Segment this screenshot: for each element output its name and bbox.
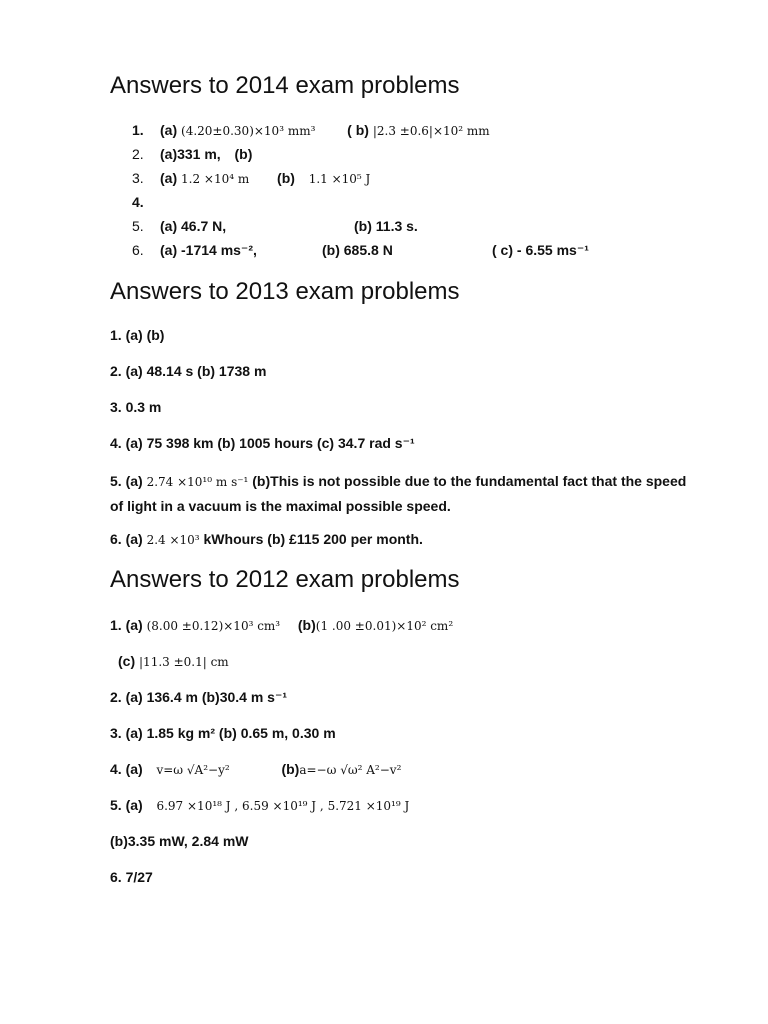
part-label: (c) [118, 653, 136, 669]
answer-2012-6: 6. 7/27 [110, 869, 153, 885]
answer-text: (b)This is not possible due to the fundamental fact that the speed of light in a vacuum is the maximal possible speed. [110, 473, 687, 514]
answer-2014-6 [110, 240, 589, 260]
answer-2013-3: 3. 0.3 m [110, 399, 162, 415]
answer-2013-2: 2. (a) 48.14 s (b) 1738 m [110, 363, 267, 379]
part-label: 1. (a) [110, 617, 143, 633]
answer-2012-1c [118, 651, 229, 672]
part-label: (a) [160, 170, 178, 186]
section-title-2013: Answers to 2013 exam problems [110, 278, 460, 305]
answer-text: kWhours (b) £115 200 per month. [203, 531, 423, 547]
item-number: 6. [132, 242, 144, 258]
part-label: ( b) [347, 122, 369, 138]
answer-2013-6 [110, 529, 423, 550]
math-expression: (4.20±0.30)×10³ mm³ [181, 124, 316, 138]
item-number: 1. [132, 122, 144, 138]
answer-2014-3 [110, 168, 370, 189]
answer-text: (a) -1714 ms⁻², [160, 242, 257, 258]
part-label: (b) [281, 761, 300, 777]
answer-2012-5b: (b)3.35 mW, 2.84 mW [110, 833, 249, 849]
part-label: 5. (a) [110, 473, 143, 489]
section-title-2014: Answers to 2014 exam problems [110, 72, 460, 99]
part-label: 4. (a) [110, 761, 143, 777]
answer-2013-5 [110, 469, 700, 518]
math-expression: |2.3 ±0.6|×10² mm [372, 124, 490, 138]
answer-2014-2 [110, 144, 252, 164]
math-expression: 2.4 ×10³ [146, 533, 200, 547]
answer-text: ( c) - 6.55 ms⁻¹ [492, 242, 589, 258]
math-expression: v=ω √A²−y² [156, 763, 230, 777]
item-number: 4. [132, 194, 144, 210]
answer-2014-4 [110, 192, 160, 212]
answer-2013-4: 4. (a) 75 398 km (b) 1005 hours (c) 34.7 rad s⁻¹ [110, 435, 415, 451]
answer-2014-1 [110, 120, 490, 141]
part-label: (b) [277, 170, 295, 186]
answer-2012-4 [110, 759, 401, 780]
answer-2012-1 [110, 615, 453, 636]
answer-text: (b) [234, 146, 253, 162]
math-expression: 2.74 ×10¹⁰ m s⁻¹ [146, 475, 249, 489]
item-number: 5. [132, 218, 144, 234]
math-expression: 6.97 ×10¹⁸ J , 6.59 ×10¹⁹ J , 5.721 ×10¹⁹ J [156, 799, 410, 813]
math-expression: |11.3 ±0.1| cm [139, 655, 229, 669]
answer-2012-2: 2. (a) 136.4 m (b)30.4 m s⁻¹ [110, 689, 288, 705]
item-number: 3. [132, 170, 144, 186]
item-number: 2. [132, 146, 144, 162]
answer-2012-3: 3. (a) 1.85 kg m² (b) 0.65 m, 0.30 m [110, 725, 336, 741]
answer-text: (a) 46.7 N, [160, 218, 227, 234]
part-label: 5. (a) [110, 797, 143, 813]
math-expression: 1.1 ×10⁵ J [308, 172, 371, 186]
math-expression: 1.2 ×10⁴ m [181, 172, 250, 186]
part-label: (b) [297, 617, 316, 633]
math-expression: (8.00 ±0.12)×10³ cm³ [146, 619, 281, 633]
answer-text: (b) 685.8 N [322, 242, 393, 258]
answer-text: (b) 11.3 s. [354, 218, 418, 234]
math-expression: a=−ω √ω² A²−v² [299, 763, 402, 777]
math-expression: (1 .00 ±0.01)×10² cm² [315, 619, 454, 633]
answer-2012-5 [110, 795, 409, 816]
part-label: 6. (a) [110, 531, 143, 547]
answer-2014-5 [110, 216, 418, 236]
section-title-2012: Answers to 2012 exam problems [110, 566, 460, 593]
answer-2013-1: 1. (a) (b) [110, 327, 165, 343]
answer-text: (a)331 m, [160, 146, 221, 162]
part-label: (a) [160, 122, 178, 138]
